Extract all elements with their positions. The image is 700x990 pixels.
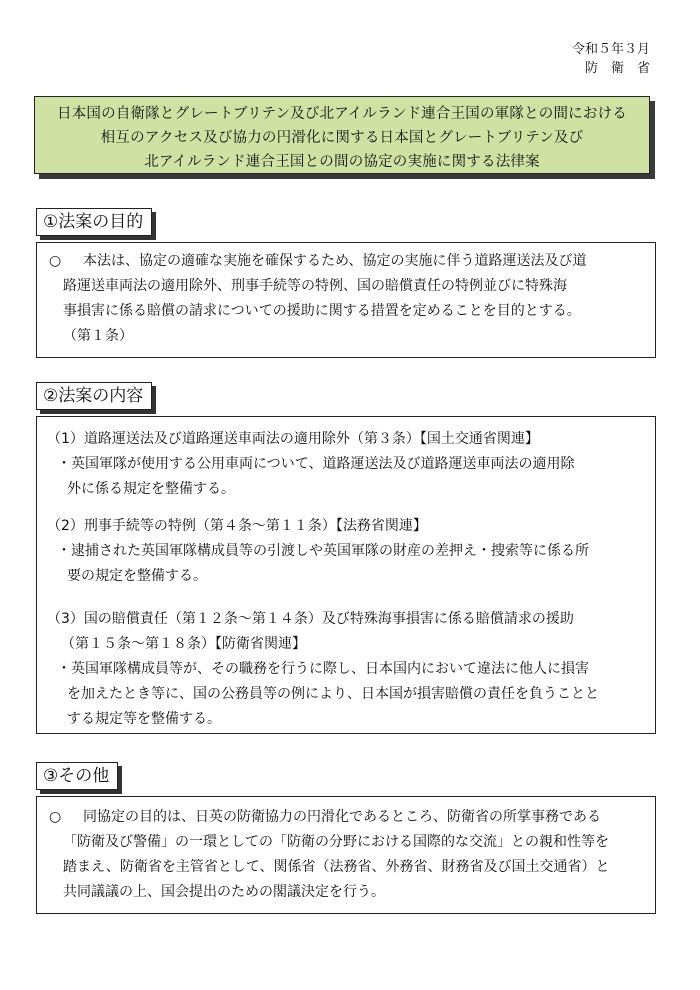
content-item-heading: （3）国の賠償責任（第１２条～第１４条）及び特殊海事損害に係る賠償請求の援助 xyxy=(47,611,574,627)
content-item-line: ・英国軍隊構成員等が、その職務を行うに際し、日本国内において違法に他人に損害 xyxy=(57,661,589,677)
content-item-heading: （1）道路運送法及び道路運送車両法の適用除外（第３条）【国土交通省関連】 xyxy=(47,431,539,447)
section-heading-content: ②法案の内容 xyxy=(36,382,152,410)
purpose-line: （第１条） xyxy=(63,328,133,344)
bill-title-line: 日本国の自衛隊とグレートブリテン及び北アイルランド連合王国の軍隊との間における xyxy=(57,106,627,122)
content-item-line: 要の規定を整備する。 xyxy=(67,568,207,584)
section-heading-other: ③その他 xyxy=(36,762,118,790)
date-block xyxy=(572,40,650,78)
bill-title-box xyxy=(34,96,650,174)
purpose-line: 路運送車両法の適用除外、刑事手続等の特例、国の賠償責任の特例並びに特殊海 xyxy=(63,278,567,294)
section-body-content xyxy=(36,416,656,734)
bill-title-line: 北アイルランド連合王国との間の協定の実施に関する法律案 xyxy=(144,154,540,170)
other-line: 同協定の目的は、日英の防衛協力の円滑化であるところ、防衛省の所掌事務である xyxy=(83,809,601,825)
content-item-line: ・逮捕された英国軍隊構成員等の引渡しや英国軍隊の財産の差押え・捜索等に係る所 xyxy=(57,543,589,559)
section-body-other xyxy=(36,796,656,914)
section-heading-purpose: ①法案の目的 xyxy=(36,208,152,236)
content-item-line: 外に係る規定を整備する。 xyxy=(67,481,235,497)
other-line: 踏まえ、防衛省を主管省として、関係省（法務省、外務省、財務省及び国土交通省）と xyxy=(63,859,610,875)
document-date: 令和５年３月 xyxy=(571,42,650,57)
other-line: 共同議議の上、国会提出のための閣議決定を行う。 xyxy=(63,884,385,900)
section-body-purpose xyxy=(36,242,656,358)
bullet-circle: ○ xyxy=(49,253,62,269)
content-item-line: ・英国軍隊が使用する公用車両について、道路運送法及び道路運送車両法の適用除 xyxy=(57,456,575,472)
purpose-line: 事損害に係る賠償の請求についての援助に関する措置を定めることを目的とする。 xyxy=(63,303,581,319)
bill-title-line: 相互のアクセス及び協力の円滑化に関する日本国とグレートブリテン及び xyxy=(100,130,584,146)
bullet-circle: ○ xyxy=(49,809,62,825)
content-item-heading: （2）刑事手続等の特例（第４条～第１１条）【法務省関連】 xyxy=(47,518,427,534)
purpose-line: 本法は、協定の適確な実施を確保するため、協定の実施に伴う道路運送法及び道 xyxy=(83,253,587,269)
ministry-name: 防 衛 省 xyxy=(584,61,650,76)
content-item-line: する規定等を整備する。 xyxy=(67,711,221,727)
content-item-line: を加えたとき等に、国の公務員等の例により、日本国が損害賠償の責任を負うことと xyxy=(67,686,599,702)
content-item-heading-cont: （第１５条～第１８条）【防衛省関連】 xyxy=(61,636,306,652)
other-line: 「防衛及び警備」の一環としての「防衛の分野における国際的な交流」との親和性等を xyxy=(63,834,609,850)
